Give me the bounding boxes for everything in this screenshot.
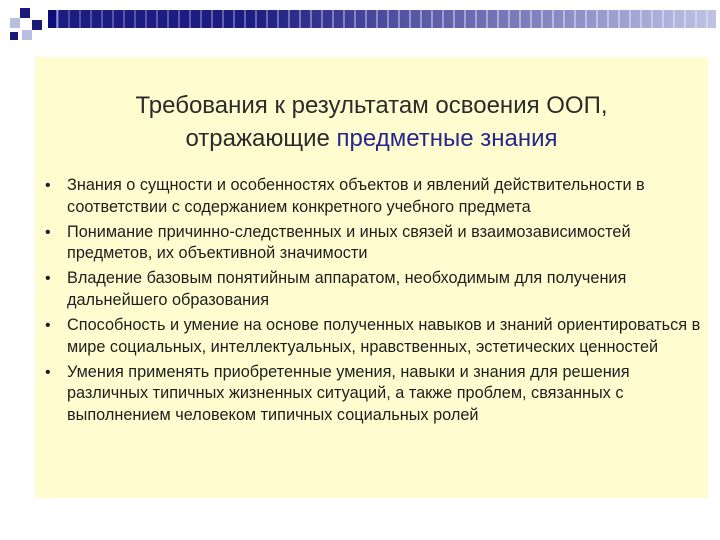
list-item (43, 362, 703, 427)
header-bar-fade (48, 10, 716, 28)
bullet-text: Владение базовым понятийным аппаратом, необходимым для получения дальнейшего образования (67, 269, 627, 309)
title-line-2-prefix: отражающие (185, 125, 337, 152)
header-square-dark-2 (32, 20, 42, 30)
bullet-text: Способность и умение на основе полученных навыков и знаний ориентироваться в мире социальных, интеллектуальных, нравственных, эстетических ценностей (67, 316, 701, 356)
header-square-dark-3 (10, 32, 18, 40)
title-accent-text: предметные знания (336, 125, 558, 152)
title-line-1: Требования к результатам освоения ООП, (135, 92, 608, 119)
header-square-light-2 (22, 30, 32, 40)
list-item (43, 222, 703, 265)
bullet-icon: • (45, 223, 51, 241)
bullet-icon: • (45, 177, 51, 194)
header-square-dark-1 (20, 8, 30, 18)
bullet-text: Понимание причинно-следственных и иных связей и взаимозависимостей предметов, их объективной значимости (67, 222, 631, 263)
slide-title (35, 89, 708, 155)
list-item (43, 268, 703, 311)
bullet-list (43, 175, 703, 430)
header-square-light-1 (10, 18, 20, 28)
bullet-text: Умения применять приобретенные умения, навыки и знания для решения различных типичных жизненных ситуаций, а также проблем, связанных с выполнением человеком типичных социальных ролей (67, 362, 630, 424)
list-item (43, 315, 703, 358)
bullet-icon: • (45, 317, 51, 335)
bullet-icon: • (45, 363, 51, 381)
content-panel (35, 57, 708, 498)
bullet-text: Знания о сущности и особенностях объектов и явлений действительности в соответствии с содержанием конкретного учебного предмета (67, 176, 645, 216)
bullet-icon: • (45, 270, 51, 288)
title-line-2 (35, 122, 708, 155)
list-item (43, 175, 703, 218)
